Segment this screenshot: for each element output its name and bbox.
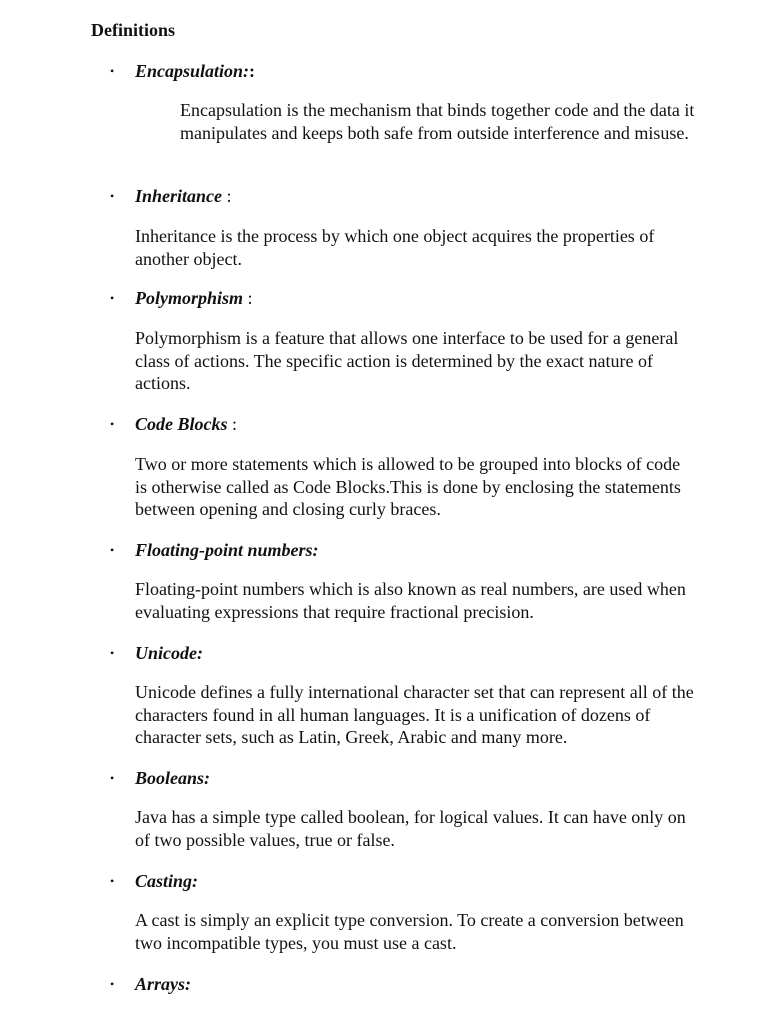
bullet-icon: • [110,874,115,888]
definition-text: A cast is simply an explicit type conversion. To create a conversion between two incompatible types, you must use a cast. [135,910,684,953]
term-suffix: : [243,288,253,308]
bullet-icon: • [110,771,115,785]
term-label: Floating-point numbers: [135,540,319,560]
term-label: Arrays: [135,974,192,994]
term-label: Casting: [135,871,199,891]
definition-text: Unicode defines a fully international character set that can represent all of the characters found in all human languages. It is a unification of dozens of character sets, such as Latin, Greek, Arabic and many more. [135,682,694,747]
definition-text: Floating-point numbers which is also known as real numbers, are used when evaluating expressions that require fractional precision. [135,579,686,622]
definition-text: Inheritance is the process by which one object acquires the properties of another object. [135,226,655,269]
term-suffix: : [249,61,256,81]
term-suffix: : [222,186,232,206]
bullet-icon: • [110,977,115,991]
term-label: Code Blocks [135,414,228,434]
definition-text: Encapsulation is the mechanism that binds together code and the data it manipulates and keeps both safe from outside interference and misuse. [180,100,695,143]
definition-text: Polymorphism is a feature that allows one interface to be used for a general class of actions. The specific action is determined by the exact nature of actions. [135,328,679,393]
bullet-icon: • [110,417,115,431]
term-label: Booleans: [135,768,211,788]
term-suffix: : [227,414,238,434]
bullet-icon: • [110,291,115,305]
term-label: Polymorphism [135,288,244,308]
definition-text: Two or more statements which is allowed to be grouped into blocks of code is otherwise called as Code Blocks.This is done by enclosing the statements between opening and closing curly braces. [135,454,681,519]
bullet-icon: • [110,189,115,203]
term-label: Unicode: [135,643,203,663]
page-title: Definitions [91,20,176,40]
bullet-icon: • [110,646,115,660]
bullet-icon: • [110,543,115,557]
term-label: Encapsulation: [135,61,250,81]
definition-text: Java has a simple type called boolean, for logical values. It can have only on of two possible values, true or false. [135,807,686,850]
bullet-icon: • [110,64,115,78]
term-label: Inheritance [135,186,223,206]
